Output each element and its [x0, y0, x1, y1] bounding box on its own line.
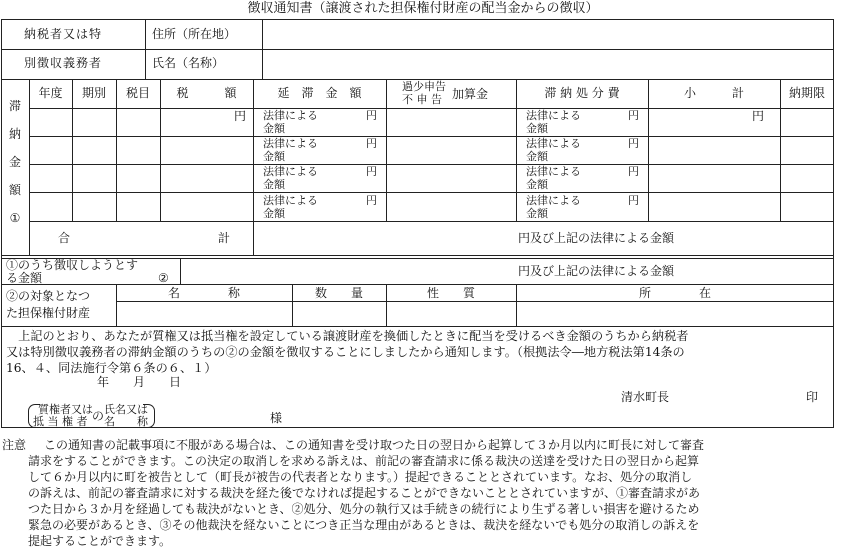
notes-line7: 提起することができます。 [28, 534, 172, 548]
notes-label: 注意 [2, 438, 27, 452]
notes-line3: して６か月以内に町を被告として（町長が被告の代表者となります。）提起できることとされています。なお、処分の取消し [28, 470, 693, 484]
header-subtotal: 小 計 [683, 86, 744, 100]
notice-issuer: 清水町長 [621, 390, 670, 404]
disposition-amount-row3: 金額 [526, 178, 548, 191]
arrears-side-label-4: 額 [8, 183, 21, 197]
recipient-name-1: 氏名又は [104, 403, 148, 416]
disposition-yen-row2: 円 [628, 137, 639, 150]
property-label-2: た担保権付財産 [6, 306, 91, 320]
arrears-side-label-3: 金 [8, 155, 21, 169]
header-delinquency: 延 滞 金 額 [277, 86, 362, 100]
delinquency-yen-row1: 円 [366, 109, 377, 122]
delinquency-legal-row4: 法律による [263, 194, 318, 207]
arrears-side-label-1: 滞 [8, 99, 21, 113]
subtotal-yen-row1: 円 [752, 109, 765, 123]
header-year: 年度 [38, 86, 63, 100]
property-header-nature: 性 質 [426, 286, 475, 300]
collect-label-2: る金額 [6, 271, 43, 285]
notice-date: 年 月 日 [97, 375, 182, 389]
recipient-bracket-right [143, 404, 155, 428]
disposition-yen-row3: 円 [628, 165, 639, 178]
delinquency-yen-row4: 円 [366, 194, 377, 207]
recipient-name-2: 名 称 [104, 415, 148, 428]
header-disposition-fee: 滞 納 処 分 費 [544, 86, 620, 100]
delinquency-amount-row3: 金額 [263, 178, 285, 191]
recipient-no: の [92, 409, 105, 423]
delinquency-amount-row2: 金額 [263, 150, 285, 163]
delinquency-legal-row2: 法律による [263, 137, 318, 150]
delinquency-amount-row4: 金額 [263, 207, 285, 220]
property-header-location: 所 在 [638, 286, 711, 300]
document-title: 徴収通知書（譲渡された担保権付財産の配当金からの徴収） [247, 1, 599, 16]
header-under-report-3: 加算金 [452, 87, 489, 101]
disposition-yen-row4: 円 [628, 194, 639, 207]
header-under-report-2: 不 申 告 [402, 93, 442, 106]
name-label: 氏名（名称） [152, 56, 225, 70]
total-amount-text: 円及び上記の法律による金額 [518, 231, 675, 245]
header-due-date: 納期限 [788, 86, 825, 100]
delinquency-yen-row2: 円 [366, 137, 377, 150]
address-label: 住所（所在地） [152, 27, 237, 41]
header-under-report-1: 過少申告 [402, 80, 446, 93]
disposition-yen-row1: 円 [628, 109, 639, 122]
arrears-side-label-2: 納 [8, 127, 21, 141]
tax-yen-row1: 円 [234, 109, 247, 123]
delinquency-amount-row1: 金額 [263, 122, 285, 135]
property-header-name: 名 称 [167, 286, 240, 300]
recipient-type-1: 質権者又は [38, 403, 93, 416]
notes-line2: 請求をすることができます。この決定の取消しを求める訴えは、前記の審査請求に係る裁決の送達を受けた日の翌日から起算 [28, 454, 700, 468]
taxpayer-label-line1: 納税者又は特 [24, 27, 103, 41]
property-label-1: ②の対象となつ [6, 289, 91, 303]
notice-line3: 16、４、同法施行令第６条の６、１） [6, 361, 217, 375]
notes-line6: 緊急の必要があるとき、③その他裁決を経ないことにつき正当な理由があるときは、裁決を経ないでも処分の取消しの訴えを [28, 518, 700, 532]
arrears-side-label-5: ① [9, 211, 21, 225]
recipient-sama: 様 [270, 411, 283, 425]
disposition-amount-row2: 金額 [526, 150, 548, 163]
address-field[interactable] [263, 20, 833, 49]
disposition-legal-row4: 法律による [526, 194, 581, 207]
header-item: 税目 [125, 86, 150, 100]
notes-line5: つた日から３か月を経過しても裁決がないとき、②処分、処分の執行又は手続きの続行により生ずる著しい損害を避けるため [28, 502, 700, 516]
disposition-legal-row3: 法律による [526, 165, 581, 178]
collect-mark: ② [158, 271, 169, 285]
recipient-type-2: 抵 当 権 者 [33, 415, 88, 428]
header-period: 期別 [81, 86, 106, 100]
taxpayer-label-line2: 別徴収義務者 [24, 56, 103, 70]
disposition-legal-row2: 法律による [526, 137, 581, 150]
disposition-amount-row1: 金額 [526, 122, 548, 135]
notes-line4: の訴えは、前記の審査請求に対する裁決を経た後でなければ提起することができないこととされていますが、①審査請求があ [28, 486, 701, 500]
total-label-1: 合 [58, 231, 71, 245]
disposition-amount-row4: 金額 [526, 207, 548, 220]
name-field[interactable] [263, 50, 833, 79]
total-label-2: 計 [218, 231, 231, 245]
notice-line1: 上記のとおり、あなたが質権又は抵当権を設定している譲渡財産を換価したときに配当を受けるべき金額のうちから納税者 [6, 329, 689, 343]
disposition-legal-row1: 法律による [526, 109, 581, 122]
notes-line1: この通知書の記載事項に不服がある場合は、この通知書を受け取つた日の翌日から起算して３か月以内に町長に対して審査 [44, 438, 705, 452]
delinquency-yen-row3: 円 [366, 165, 377, 178]
notice-line2: 又は特別徴収義務者の滞納金額のうちの②の金額を徴収することにしましたから通知します。（根拠法令―地方税法第14条の [6, 345, 685, 359]
delinquency-legal-row3: 法律による [263, 165, 318, 178]
delinquency-legal-row1: 法律による [263, 109, 318, 122]
property-header-qty: 数 量 [314, 286, 363, 300]
collect-label-1: ①のうち徴収しようとす [6, 258, 139, 272]
notice-seal: 印 [806, 390, 819, 404]
collect-amount-text: 円及び上記の法律による金額 [518, 264, 675, 278]
header-tax-amount: 税 額 [176, 86, 237, 100]
